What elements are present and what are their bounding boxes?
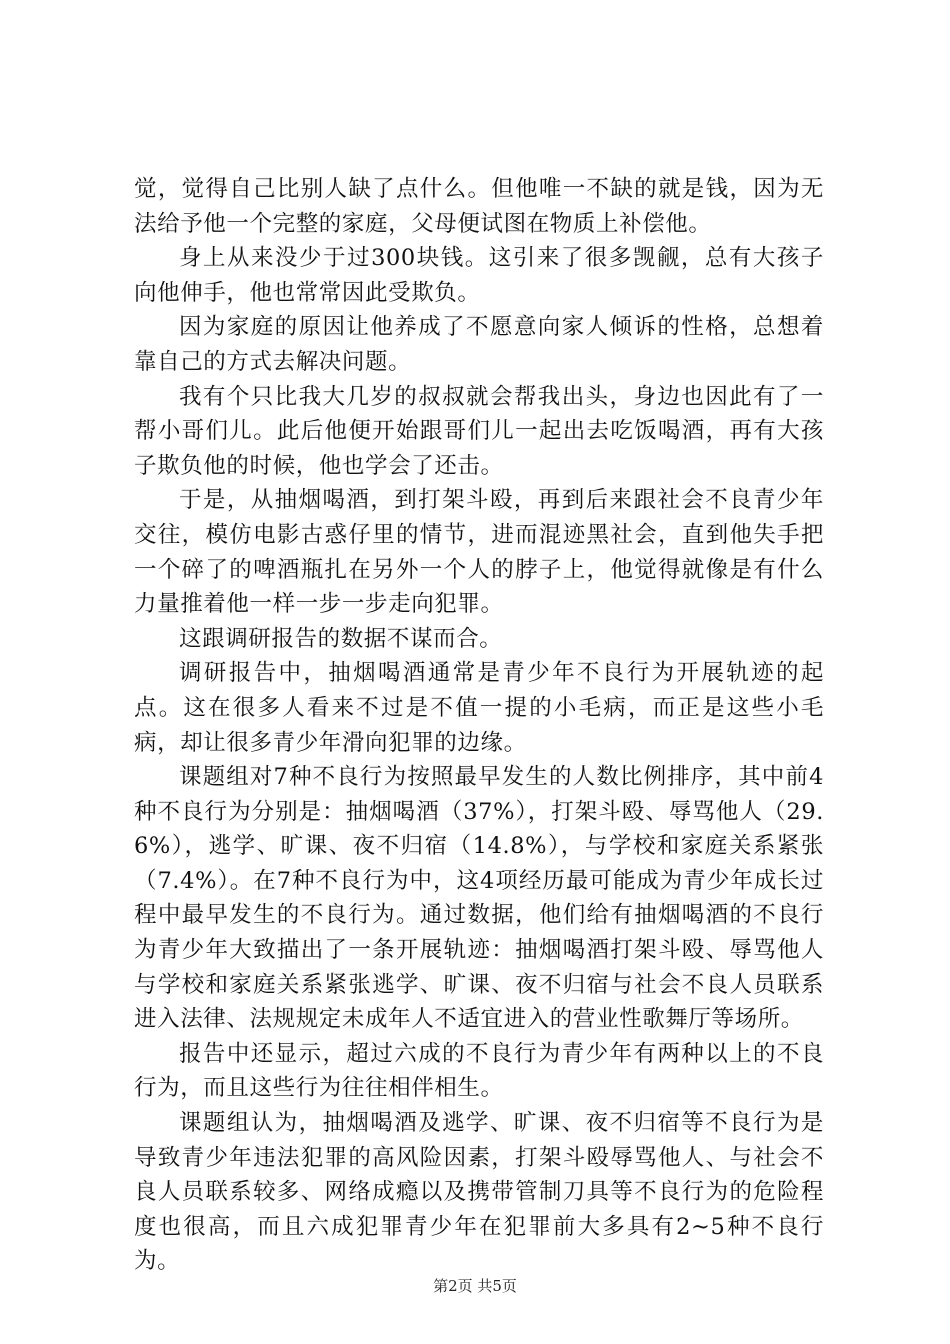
document-body bbox=[134, 172, 824, 1279]
paragraph: 课题组对7种不良行为按照最早发生的人数比例排序，其中前4种不良行为分别是：抽烟喝酒（37%），打架斗殴、辱骂他人（29.6%），逃学、旷课、夜不归宿（14.8%），与学校和家庭关系紧张（7.4%）。在7种不良行为中，这4项经历最可能成为青少年成长过程中最早发生的不良行为。通过数据，他们给有抽烟喝酒的不良行为青少年大致描出了一条开展轨迹：抽烟喝酒打架斗殴、辱骂他人与学校和家庭关系紧张逃学、旷课、夜不归宿与社会不良人员联系进入法律、法规规定未成年人不适宜进入的营业性歌舞厅等场所。 bbox=[134, 764, 824, 1033]
paragraph: 身上从来没少于过300块钱。这引来了很多觊觎，总有大孩子向他伸手，他也常常因此受欺负。 bbox=[134, 245, 824, 306]
paragraph: 调研报告中，抽烟喝酒通常是青少年不良行为开展轨迹的起点。这在很多人看来不过是不值一提的小毛病，而正是这些小毛病，却让很多青少年滑向犯罪的边缘。 bbox=[134, 660, 824, 756]
paragraph: 课题组认为，抽烟喝酒及逃学、旷课、夜不归宿等不良行为是导致青少年违法犯罪的高风险因素，打架斗殴辱骂他人、与社会不良人员联系较多、网络成瘾以及携带管制刀具等不良行为的危险程度也很高，而且六成犯罪青少年在犯罪前大多具有2~5种不良行为。 bbox=[134, 1110, 824, 1275]
paragraph: 这跟调研报告的数据不谋而合。 bbox=[179, 625, 503, 652]
paragraph: 觉，觉得自己比别人缺了点什么。但他唯一不缺的就是钱，因为无法给予他一个完整的家庭，父母便试图在物质上补偿他。 bbox=[134, 176, 824, 237]
page-footer bbox=[0, 1276, 950, 1296]
paragraph: 因为家庭的原因让他养成了不愿意向家人倾诉的性格，总想着靠自己的方式去解决问题。 bbox=[134, 314, 824, 375]
paragraph: 报告中还显示，超过六成的不良行为青少年有两种以上的不良行为，而且这些行为往往相伴相生。 bbox=[134, 1040, 824, 1102]
paragraph: 我有个只比我大几岁的叔叔就会帮我出头，身边也因此有了一帮小哥们儿。此后他便开始跟哥们儿一起出去吃饭喝酒，再有大孩子欺负他的时候，他也学会了还击。 bbox=[134, 383, 824, 479]
paragraph: 于是，从抽烟喝酒，到打架斗殴，再到后来跟社会不良青少年交往，模仿电影古惑仔里的情节，进而混迹黑社会，直到他失手把一个碎了的啤酒瓶扎在另外一个人的脖子上，他觉得就像是有什么力量推着他一样一步一步走向犯罪。 bbox=[134, 487, 824, 618]
page-number: 第2页 共5页 bbox=[433, 1277, 517, 1295]
